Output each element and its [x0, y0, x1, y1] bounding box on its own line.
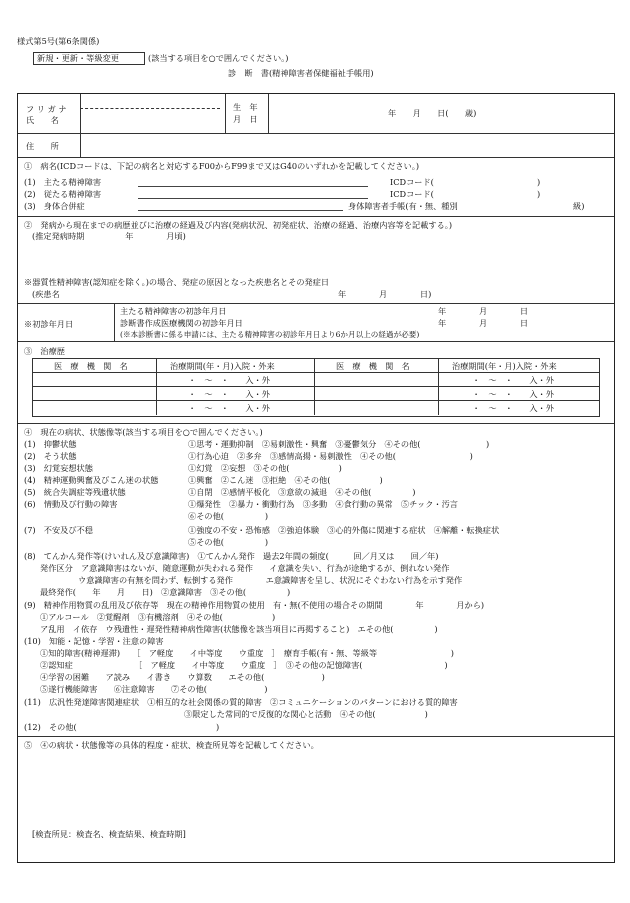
section5-title: ⑤ ④の病状・状態像等の具体的程度・症状、検査所見等を記載してください。: [24, 740, 319, 750]
first-visit-note: (※本診断書に係る申請には、主たる精神障害の初診年月日より6か月以上の経過が必要): [120, 330, 420, 339]
first-visit-label: ※初診年月日: [24, 319, 74, 329]
col-institution-1: 医 療 機 関 名: [54, 361, 128, 371]
section3-title: ③ 治療歴: [24, 346, 65, 356]
pdd-line-1: (11) 広汎性発達障害関連症状 ①相互的な社会関係の質的障害 ②コミュニケーションのパターンにおける質的障害: [24, 697, 458, 707]
epilepsy-line-3: ウ意識障害の有無を問わず、転倒する発作 エ意識障害を呈し、状況にそぐわない行為を示す発作: [78, 575, 463, 585]
address-label: 住 所: [26, 141, 59, 151]
symptom-6: (6) 情動及び行動の障害: [24, 499, 118, 509]
col-period-2: 治療期間(年・月)入院・外来: [452, 361, 557, 371]
birth-label-2: 月 日: [233, 114, 258, 124]
application-type: 新規・更新・等級変更: [37, 52, 119, 63]
symptom-5: (5) 統合失調症等残遺状態: [24, 487, 126, 497]
exam-findings: [検査所見：検査名、検査結果、検査時期]: [32, 829, 186, 839]
symptom-2: (2) そう状態: [24, 451, 77, 461]
birth-label-1: 生 年: [233, 102, 258, 112]
other-line: (12) その他( ): [24, 722, 220, 732]
onset-period: (推定発病時期 年 月頃): [32, 231, 186, 241]
disability-handbook: 身体障害者手帳(有・無、種別: [348, 201, 458, 211]
document-title: 診 断 書(精神障害者保健福祉手帳用): [228, 68, 374, 78]
pdd-line-2: ③限定した常同的で反復的な関心と活動 ④その他( ): [184, 709, 428, 719]
cognitive-line-4: ④学習の困難 ア読み イ書き ウ算数 エその他( ): [40, 672, 325, 682]
first-visit-main: 主たる精神障害の初診年月日: [120, 306, 227, 316]
col-period-1: 治療期間(年・月)入院・外来: [170, 361, 275, 371]
birth-date-value: 年 月 日( 歳): [388, 108, 477, 118]
application-type-note: (該当する項目を○で囲んでください。): [148, 53, 289, 63]
complication-label: (3) 身体合併症: [24, 201, 85, 211]
onset-date: 年 月 日): [338, 289, 432, 299]
epilepsy-line-2: 発作区分 ア意識障害はないが、随意運動が失われる発作 イ意識を失い、行為が途絶するが、倒れない発作: [40, 563, 450, 573]
cognitive-line-1: (10) 知能・記憶・学習・注意の障害: [24, 636, 164, 646]
sub-disorder-label: (2) 従たる精神障害: [24, 189, 102, 199]
name-label: 氏 名: [26, 115, 59, 125]
epilepsy-line-4: 最終発作( 年 月 日) ②意識障害 ③その他( ): [40, 587, 291, 597]
icd-code-sub: ICDコード(: [390, 189, 434, 199]
cognitive-line-3: ②認知症 ［ ア軽度 イ中等度 ウ重度 ］ ③その他の記憶障害( ): [40, 660, 448, 670]
first-visit-institution: 診断書作成医療機関の初診年月日: [120, 318, 243, 328]
organic-note: ※器質性精神障害(認知症を除く。)の場合、発症の原因となった疾患名とその発症日: [24, 277, 330, 287]
symptom-1: (1) 抑鬱状態: [24, 439, 77, 449]
main-disorder-label: (1) 主たる精神障害: [24, 177, 102, 187]
symptom-7: (7) 不安及び不穏: [24, 525, 93, 535]
certificate-form: フ リ ガ ナ 氏 名 生 年 月 日 年 月 日( 歳) 住 所 ① 病名(ICDコードは、下記の病名と対応するF00からF99まで又はG40のいずれかを記載してください。) (1) 主たる精神障害 (2) 従たる精神障害 (3) 身体合併症 ICDコード( ) ICDコード( ) 身体障害者手帳(有・無、種別 級) ② 発病から現在までの病歴並びに治療の経過及び内容(発病状況、初発症状、治療の経過、治療内容等を記載する。) (推定発病時期 年 月頃) ※器質性精神障害(認知症を除く。)の場合、発症の原因となった疾患名とその発症日 (疾患名 年 月 日) ※初診年月日 主たる精神障害の初診年月日 年 月 日 診断書作成医療機関の初診年月日 年 月 日 (※本診断書に係る申請には、主たる精神障害の初診年月日より6か月以上の経過が必要) ③ 治療歴 医 療 機 関 名 治療期間(年・月)入院・外来 医 療 機 関 名 治療期間(年・月)入院・外来 ・ 〜 ・ 入・外 ・ 〜 ・ 入・外 ・ 〜 ・ 入・外 ・ 〜 ・ 入・外 ・ 〜 ・ 入・外 ・ 〜 ・ 入・外 ④ 現在の病状、状態像等(該当する項目を○で囲んでください。) (1) 抑鬱状態 ①思考・運動抑制 ②易刺激性・興奮 ③憂鬱気分 ④その他( ) (2) そう状態 ①行為心迫 ②多弁 ③感情高揚・易刺激性 ④その他( ) (3) 幻覚妄想状態 ①幻覚 ②妄想 ③その他( ) (4) 精神運動興奮及びこん迷の状態 ①興奮 ②こん迷 ③拒絶 ④その他( ) (5) 統合失調症等残遺状態 ①自閉 ②感情平板化 ③意欲の減退 ④その他( ) (6) 情動及び行動の障害 ①爆発性 ②暴力・衝動行為 ③多動 ④食行動の異常 ⑤チック・汚言 ⑥その他( ) (7) 不安及び不穏 ①強度の不安・恐怖感 ②強迫体験 ③心的外傷に関連する症状 ④解離・転換症状 ⑤その他( ) (8) てんかん発作等(けいれん及び意識障害) ①てんかん発作 過去2年間の頻度( 回／月又は 回／年) 発作区分 ア意識障害はないが、随意運動が失われる発作 イ意識を失い、行為が途絶するが、倒れない発作 ウ意識障害の有無を問わず、転倒する発作 エ意識障害を呈し、状況にそぐわない行為を示す発作 最終発作( 年 月 日) ②意識障害 ③その他( ) (9) 精神作用物質の乱用及び依存等 現在の精神作用物質の使用 有・無(不使用の場合その期間 年 月から) ①アルコール ②覚醒剤 ③有機溶剤 ④その他( ) ア乱用 イ依存 ウ残遺性・遅発性精神病性障害(状態像を該当項目に再掲すること) エその他( ) (10) 知能・記憶・学習・注意の障害 ①知的障害(精神遅滞) ［ ア軽度 イ中等度 ウ重度 ］ 療育手帳(有・無、等級等 ) ②認知症 ［ ア軽度 イ中等度 ウ重度 ］ ③その他の記憶障害( ) ④学習の困難 ア読み イ書き ウ算数 エその他( ) ⑤遂行機能障害 ⑥注意障害 ⑦その他( ) (11) 広汎性発達障害関連症状 ①相互的な社会関係の質的障害 ②コミュニケーションのパターンにおける質的障害 ③限定した常同的で反復的な関心と活動 ④その他( ) (12) その他( ) ⑤ ④の病状・状態像等の具体的程度・症状、検査所見等を記載してください。 [検査所見：検査名、検査結果、検査時期]: [17, 93, 615, 863]
substance-line-1: (9) 精神作用物質の乱用及び依存等 現在の精神作用物質の使用 有・無(不使用の場合その期間 年 月から): [24, 600, 485, 610]
substance-line-3: ア乱用 イ依存 ウ残遺性・遅発性精神病性障害(状態像を該当項目に再掲すること) エその他( ): [40, 624, 438, 634]
cognitive-line-2: ①知的障害(精神遅滞) ［ ア軽度 イ中等度 ウ重度 ］ 療育手帳(有・無、等級等 ): [40, 648, 454, 658]
substance-line-2: ①アルコール ②覚醒剤 ③有機溶剤 ④その他( ): [40, 612, 276, 622]
icd-code-main: ICDコード(: [390, 177, 434, 187]
form-number: 様式第5号(第6条関係): [17, 36, 100, 46]
section1-title: ① 病名(ICDコードは、下記の病名と対応するF00からF99まで又はG40のいずれかを記載してください。): [24, 161, 420, 171]
section4-title: ④ 現在の病状、状態像等(該当する項目を○で囲んでください。): [24, 427, 263, 437]
symptom-4: (4) 精神運動興奮及びこん迷の状態: [24, 475, 159, 485]
section2-title: ② 発病から現在までの病歴並びに治療の経過及び内容(発病状況、初発症状、治療の経過、治療内容等を記載する。): [24, 220, 453, 230]
col-institution-2: 医 療 機 関 名: [336, 361, 410, 371]
furigana-label: フ リ ガ ナ: [26, 104, 67, 114]
epilepsy-line-1: (8) てんかん発作等(けいれん及び意識障害) ①てんかん発作 過去2年間の頻度( 回／月又は 回／年): [24, 551, 439, 561]
symptom-3: (3) 幻覚妄想状態: [24, 463, 93, 473]
disease-name: (疾患名: [32, 289, 60, 299]
cognitive-line-5: ⑤遂行機能障害 ⑥注意障害 ⑦その他( ): [40, 684, 268, 694]
